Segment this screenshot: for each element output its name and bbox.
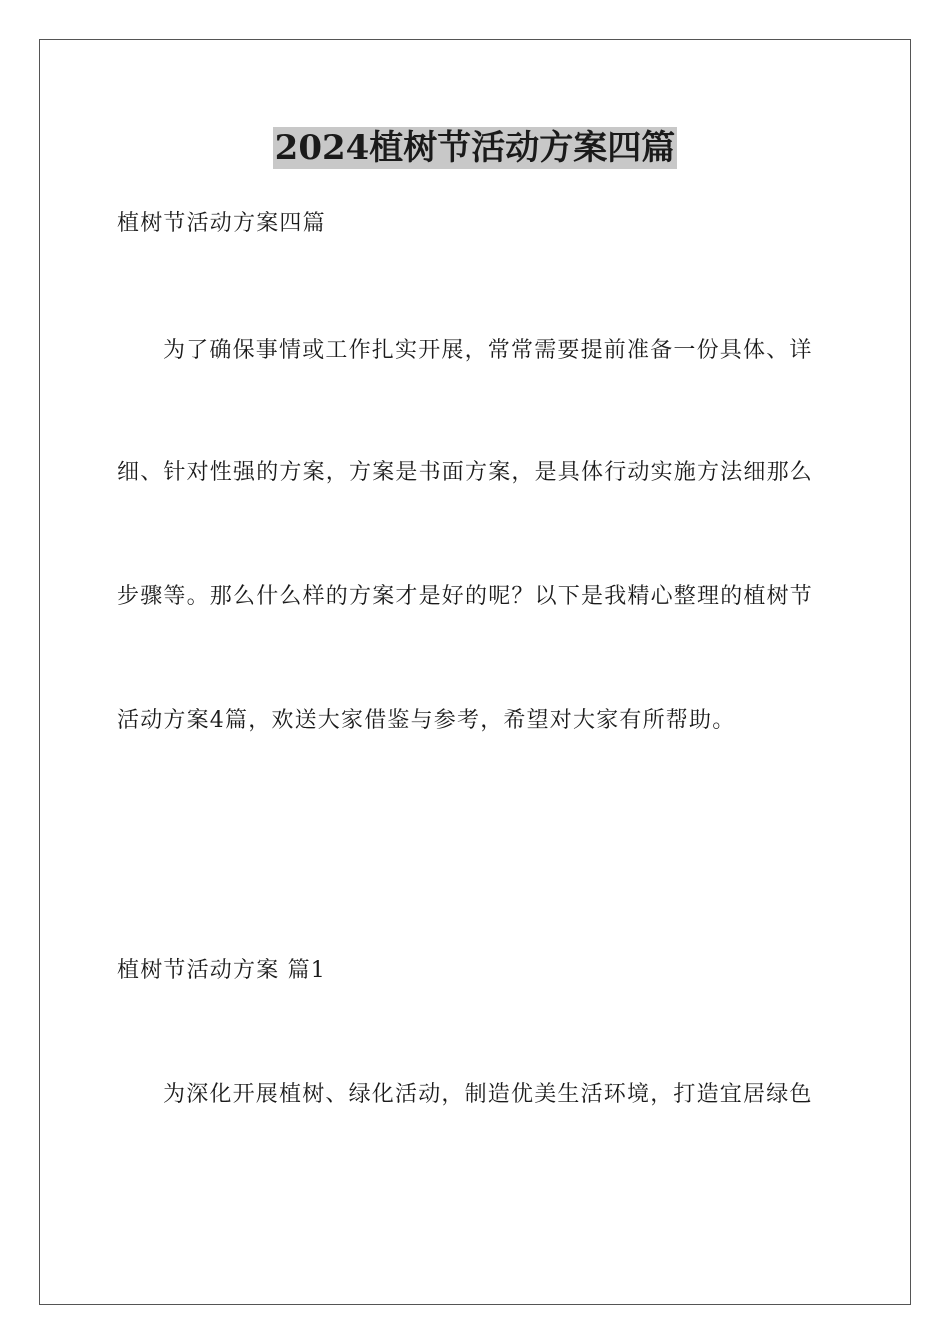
document-title: 2024植树节活动方案四篇 xyxy=(274,128,676,168)
document-subtitle: 植树节活动方案四篇 xyxy=(117,211,326,236)
title-container xyxy=(0,127,950,169)
section-line: 为深化开展植树、绿化活动，制造优美生活环境，打造宜居绿色 xyxy=(163,1082,813,1107)
intro-line: 活动方案4篇，欢送大家借鉴与参考，希望对大家有所帮助。 xyxy=(117,708,736,733)
intro-line: 为了确保事情或工作扎实开展，常常需要提前准备一份具体、详 xyxy=(163,338,813,363)
intro-line: 步骤等。那么什么样的方案才是好的呢？以下是我精心整理的植树节 xyxy=(117,584,814,609)
intro-line: 细、针对性强的方案，方案是书面方案，是具体行动实施方法细那么 xyxy=(117,460,814,485)
section-heading: 植树节活动方案 篇1 xyxy=(117,958,326,983)
